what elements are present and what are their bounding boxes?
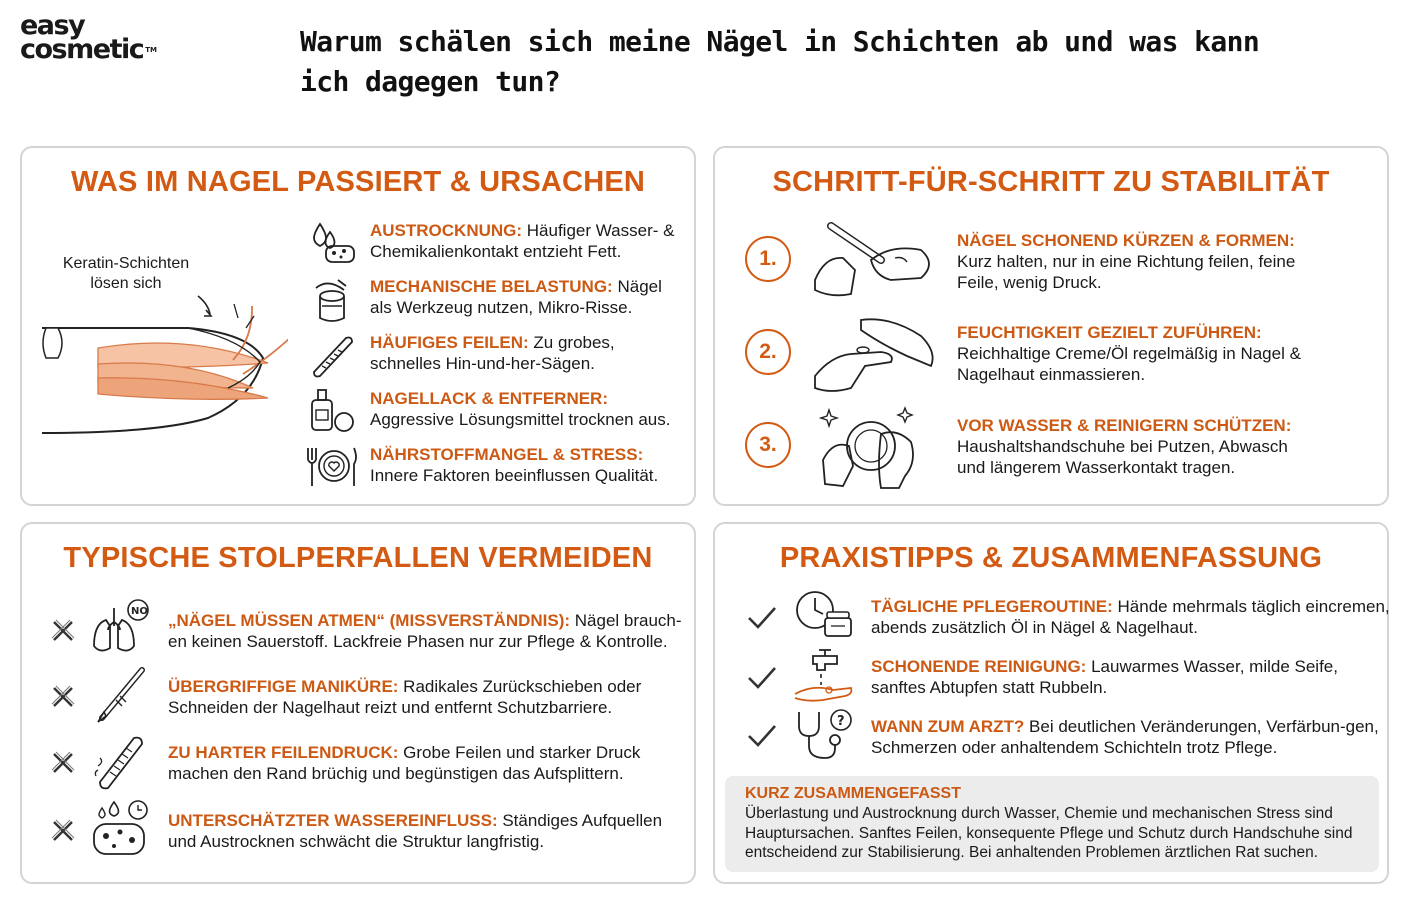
step-text-block bbox=[957, 322, 1317, 385]
tip-text: Hände mehrmals täglich eincremen, abends zusätzlich Öl in Nägel & Nagelhaut. bbox=[871, 597, 1390, 637]
pitfall-text: Radikales Zurückschieben oder Schneiden der Nagelhaut reizt und entfernt Schutzbarriere. bbox=[168, 677, 642, 717]
cause-key: HÄUFIGES FEILEN: bbox=[370, 333, 529, 352]
panel-steps-title: SCHRITT-FÜR-SCHRITT ZU STABILITÄT bbox=[772, 166, 1330, 198]
lungs-no-icon bbox=[90, 598, 154, 658]
svg-text:?: ? bbox=[837, 714, 845, 729]
cause-key: MECHANISCHE BELASTUNG: bbox=[370, 277, 613, 296]
drops-sponge-icon bbox=[308, 220, 358, 264]
panel-tips-title: PRAXISTIPPS & ZUSAMMENFASSUNG bbox=[779, 542, 1323, 574]
brand-line2: cosmetic bbox=[20, 34, 144, 65]
cause-text: Nägel als Werkzeug nutzen, Mikro-Risse. bbox=[370, 277, 662, 317]
step-text: Reichhaltige Creme/Öl regelmäßig in Nagel & Nagelhaut einmassieren. bbox=[957, 344, 1301, 384]
nail-layers-illustration-icon bbox=[38, 278, 288, 438]
cross-icon bbox=[48, 816, 78, 846]
page-title: Warum schälen sich meine Nägel in Schichten ab und was kann ich dagegen tun? bbox=[300, 25, 1260, 98]
brand-logo bbox=[20, 10, 157, 65]
summary-heading: KURZ ZUSAMMENGEFASST bbox=[745, 785, 961, 802]
plate-heart-icon bbox=[304, 444, 360, 488]
panel-causes-title: WAS IM NAGEL PASSIERT & URSACHEN bbox=[70, 166, 646, 198]
cause-text: Aggressive Lösungsmittel trocknen aus. bbox=[370, 410, 671, 429]
tip-text: Lauwarmes Wasser, milde Seife, sanftes Abtupfen statt Rubbeln. bbox=[871, 657, 1338, 697]
gloves-dish-icon bbox=[819, 406, 929, 490]
panel-steps bbox=[713, 146, 1389, 506]
brand-tm: TM bbox=[145, 46, 157, 54]
step-key: FEUCHTIGKEIT GEZIELT ZUFÜHREN: bbox=[957, 323, 1262, 342]
faucet-soap-icon bbox=[793, 648, 855, 702]
step-key: NÄGEL SCHONEND KÜRZEN & FORMEN: bbox=[957, 231, 1295, 250]
pitfall-key: ÜBERGRIFFIGE MANIKÜRE: bbox=[168, 677, 399, 696]
hard-file-icon bbox=[94, 732, 150, 792]
pitfall-key: „NÄGEL MÜSSEN ATMEN“ (MISSVERSTÄNDNIS): bbox=[168, 611, 571, 630]
step-text-block bbox=[957, 230, 1317, 293]
cross-icon bbox=[48, 616, 78, 646]
panel-tips bbox=[713, 522, 1389, 884]
nail-polish-icon bbox=[308, 388, 358, 434]
summary-text: Überlastung und Austrocknung durch Wasser, Chemie und mechanischen Stress sind Hauptursachen. Sanftes Feilen, konsequente Pflege und Schutz durch Handschuhe sind entscheidend zur Stabilisierung. Bei anhaltenden Problemen ärztlichen Rat suchen. bbox=[745, 805, 1353, 861]
pitfall-text: Ständiges Aufquellen und Austrocknen schwächt die Struktur langfristig. bbox=[168, 811, 663, 851]
hands-cream-icon bbox=[811, 316, 941, 396]
hand-filing-icon bbox=[811, 220, 941, 300]
step-number: 3. bbox=[745, 422, 791, 468]
pitfall-text: Grobe Feilen und starker Druck machen den Rand brüchig und begünstigen das Aufsplittern. bbox=[168, 743, 641, 783]
cause-text: Zu grobes, schnelles Hin-und-her-Sägen. bbox=[370, 333, 615, 373]
can-opening-icon bbox=[308, 276, 358, 324]
stethoscope-icon bbox=[793, 708, 855, 762]
step-text: Haushaltshandschuhe bei Putzen, Abwasch und längerem Wasserkontakt tragen. bbox=[957, 437, 1288, 477]
pitfall-key: UNTERSCHÄTZTER WASSEREINFLUSS: bbox=[168, 811, 498, 830]
step-text: Kurz halten, nur in eine Richtung feilen, feine Feile, wenig Druck. bbox=[957, 252, 1296, 292]
check-icon bbox=[745, 604, 779, 632]
cause-text: Innere Faktoren beeinflussen Qualität. bbox=[370, 466, 659, 485]
step-number: 2. bbox=[745, 329, 791, 375]
panel-causes bbox=[20, 146, 696, 506]
step-number: 1. bbox=[745, 236, 791, 282]
step-key: VOR WASSER & REINIGERN SCHÜTZEN: bbox=[957, 416, 1292, 435]
cuticle-pusher-icon bbox=[94, 666, 150, 726]
summary-box bbox=[725, 776, 1379, 872]
tip-text: Bei deutlichen Veränderungen, Verfärbun-gen, Schmerzen oder anhaltendem Schichteln trotz Pflege. bbox=[871, 717, 1379, 757]
svg-text:NO: NO bbox=[131, 606, 148, 617]
cause-key: NÄHRSTOFFMANGEL & STRESS: bbox=[370, 445, 644, 464]
panel-pitfalls-title: TYPISCHE STOLPERFALLEN VERMEIDEN bbox=[63, 542, 653, 574]
pitfall-text: Nägel brauch-en keinen Sauerstoff. Lackfreie Phasen nur zur Pflege & Kontrolle. bbox=[168, 611, 682, 651]
panel-pitfalls bbox=[20, 522, 696, 884]
sponge-water-icon bbox=[90, 798, 154, 858]
step-text-block bbox=[957, 415, 1317, 478]
cause-key: AUSTROCKNUNG: bbox=[370, 221, 523, 240]
check-icon bbox=[745, 722, 779, 750]
nail-file-icon bbox=[308, 332, 358, 378]
tip-key: TÄGLICHE PFLEGEROUTINE: bbox=[871, 597, 1113, 616]
pitfall-key: ZU HARTER FEILENDRUCK: bbox=[168, 743, 399, 762]
cross-icon bbox=[48, 748, 78, 778]
brand-line1: easy bbox=[20, 10, 85, 41]
cause-key: NAGELLACK & ENTFERNER: bbox=[370, 389, 608, 408]
check-icon bbox=[745, 664, 779, 692]
cause-text: Häufiger Wasser- & Chemikalienkontakt entzieht Fett. bbox=[370, 221, 675, 261]
tip-key: SCHONENDE REINIGUNG: bbox=[871, 657, 1087, 676]
cross-icon bbox=[48, 682, 78, 712]
clock-cream-icon bbox=[793, 590, 855, 640]
tip-key: WANN ZUM ARZT? bbox=[871, 717, 1025, 736]
nail-layers-label: Keratin-Schichten lösen sich bbox=[62, 255, 190, 292]
